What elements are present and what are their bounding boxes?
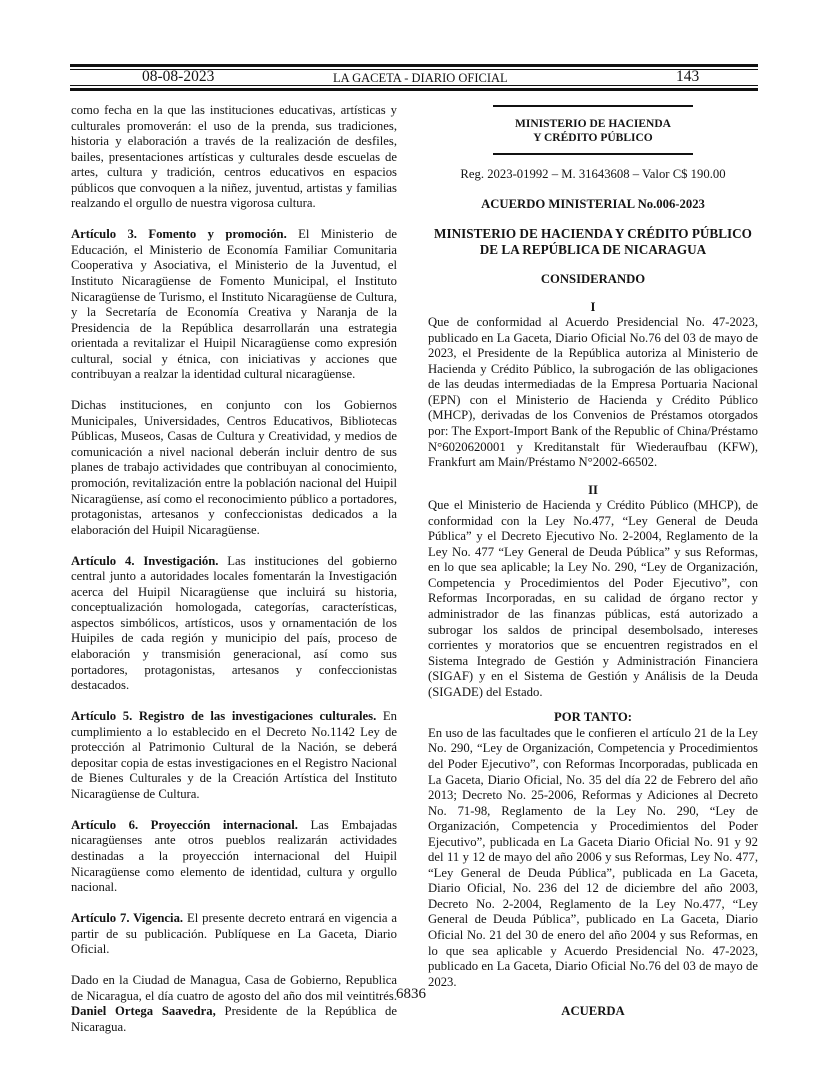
registration-line: Reg. 2023-01992 – M. 31643608 – Valor C$ 190.00	[460, 167, 726, 181]
article-3	[71, 227, 397, 382]
article-7-body: El presente decreto entrará en vigencia a partir de su publicación. Publíquese en La Gaceta, Diario Oficial.	[71, 911, 397, 957]
ministry-title-line-1: MINISTERIO DE HACIENDA Y CRÉDITO PÚBLICO	[434, 226, 752, 242]
ministry-heading-box	[493, 105, 693, 155]
article-4-body: Las instituciones del gobierno central junto a autoridades locales fomentarán la Investigación acerca del Huipil Nicaragüense que incluirá su historia, conceptualización homologada, categorías, características, aspectos simbólicos, artísticos, usos y ornamentación de los Huipiles de cada región y municipio del país, proceso de elaboración y transmisión generacional, así como sus portadores, protagonistas, artesanos y confeccionistas destacados.	[71, 553, 397, 693]
signer-name: Daniel Ortega Saavedra,	[71, 1004, 216, 1019]
section-numeral-1: I	[590, 299, 596, 314]
ministry-heading	[493, 109, 693, 151]
por-tanto-paragraph: En uso de las facultades que le confieren el artículo 21 de la Ley No. 290, “Ley de Organización, Competencia y Procedimientos del Poder Ejecutivo”, con Reformas Incorporadas, publicada en La Gaceta, Diario Oficial, No. 35 del día 22 de Febrero del año 2013; Decreto No. 25-2006, Reformas y Adiciones al Decreto No. 71-98, Reglamento de la Ley No. 290, “Ley de Organización, Competencia y Procedimientos del Poder Ejecutivo”, publicada en La Gaceta Diario Oficial No. 91 y 92 del 11 y 12 de mayo del año 2006 y sus Reformas, Ley No. 477, “Ley General de Deuda Pública”, publicada en La Gaceta, Diario Oficial, No. 236 del 12 de diciembre del año 2003, Decreto No. 2-2004, Reglamento de la Ley No.477, “Ley General de Deuda Pública”, publicado en La Gaceta, Diario Oficial No. 21 del 30 de enero del año 2004 y sus Reformas, en lo que sea aplicable y Acuerdo Presidencial No. 47-2023, publicado en La Gaceta, Diario Oficial No.76 del 03 de mayo de 2023.	[428, 725, 758, 989]
considerando-heading: CONSIDERANDO	[540, 272, 646, 287]
header-rule-top-thick	[70, 64, 758, 67]
article-7-title: Artículo 7. Vigencia.	[71, 911, 184, 926]
ministry-title	[428, 226, 758, 258]
closing-paragraph	[71, 973, 397, 1035]
considerando-paragraph-2: Que el Ministerio de Hacienda y Crédito Público (MHCP), de conformidad con la Ley No.477, “Ley General de Deuda Pública” y el Decreto Ejecutivo No. 2-2004, Reglamento de la Ley No. 477 “Ley General de Deuda Pública” y sus Reformas, en lo que sea aplicable; la Ley No. 290, “Ley de Organización, Competencia y Procedimientos del Poder Ejecutivo”, con Reformas Incorporadas, en su calidad de órgano rector y administrador de las finanzas públicas, está autorizado a subrogar los saldos de principal desembolsado, intereses corrientes y moratorios que se encuentren registrados en el Sistema Integrado de Gestión y Administración Financiera (SIGAF) y en el Sistema de Gestión y Análisis de la Deuda (SIGADE) del Estado.	[428, 498, 758, 699]
article-6	[71, 818, 397, 896]
article-3-body: El Ministerio de Educación, el Ministerio de Economía Familiar Comunitaria Cooperativa y Asociativa, el Ministerio de la Juventud, el Instituto Nicaragüense de Fomento Municipal, el Instituto Nicaragüense de Turismo, el Instituto Nicaragüense de Cultura, y la Secretaría de Economía Creativa y Naranja de la Presidencia de la República desarrollarán una estrategia orientada a revitalizar el Huipil Nicaragüense como expresión cultural, social y étnica, con iniciativas y acciones que contribuyan a realzar la identidad cultural nicaragüense.	[71, 227, 397, 382]
article-6-body: Las Embajadas nicaragüenses ante otros pueblos realizarán actividades destinadas a la proyección internacional del Huipil Nicaragüense como elemento de identidad, cultura y orgullo nacional.	[71, 817, 398, 895]
article-5-title: Artículo 5. Registro de las investigaciones culturales.	[71, 709, 377, 724]
por-tanto-heading: POR TANTO:	[554, 710, 632, 725]
ministry-heading-line-1: MINISTERIO DE HACIENDA	[515, 118, 671, 130]
article-5	[71, 709, 397, 802]
header-page-number: 143	[676, 68, 700, 85]
signer-role: Presidente de la República de Nicaragua.	[71, 1004, 397, 1034]
article-4	[71, 554, 397, 694]
acuerdo-title: ACUERDO MINISTERIAL No.006-2023	[481, 196, 705, 211]
intro-paragraph: como fecha en la que las instituciones educativas, artísticas y culturales promoverán: el uso de la prenda, sus tradiciones, historia y elaboración a través de la realización de desfiles, bailes, presentaciones artísticas y culturales desde escuelas de artes, cultura y tradición, centros educativos en espacios públicos que convoquen a la niñez, juventud, artistas y familias realzando el orgullo de nuestra vigorosa cultura.	[71, 103, 397, 211]
acuerda-heading: ACUERDA	[561, 1004, 625, 1019]
ministry-title-line-2: DE LA REPÚBLICA DE NICARAGUA	[479, 242, 707, 258]
considerando-paragraph-1: Que de conformidad al Acuerdo Presidencial No. 47-2023, publicado en La Gaceta, Diario Oficial No.76 del 03 de mayo de 2023, el Presidente de la República autoriza al Ministerio de Hacienda y Crédito Público, la subrogación de las obligaciones de las deudas intermediadas de la Empresa Portuaria Nacional (EPN) con el Ministerio de Hacienda y Crédito Público (MHCP), derivadas de los Convenios de Préstamos otorgados por: The Export-Import Bank of the Republic of China/Préstamo N°6020620001 y Kreditanstalt für Wiederaufbau (KFW), Frankfurt am Main/Préstamo N°2002-66502.	[428, 315, 758, 470]
ministry-box-rule-top	[493, 105, 693, 107]
header-publication-title: LA GACETA - DIARIO OFICIAL	[333, 71, 508, 85]
ministry-box-rule-bottom	[493, 153, 693, 155]
article-3-paragraph-2: Dichas instituciones, en conjunto con los Gobiernos Municipales, Universidades, Centros Educativos, Bibliotecas Públicas, Museos, Casas de Cultura y Creatividad, y medios de comunicación a nivel nacional deberán incluir dentro de sus planes de trabajo actividades que contribuyan al conocimiento, promoción, revitalización entre la población nacional del Huipil Nicaragüense, así como el reconocimiento público a portadores, protagonistas, artesanos y confeccionistas dedicados a la elaboración del Huipil Nicaragüense.	[71, 398, 397, 537]
article-3-title: Artículo 3. Fomento y promoción.	[71, 227, 287, 242]
header-date: 08-08-2023	[142, 68, 215, 85]
right-column	[428, 103, 758, 1020]
closing-text: Dado en la Ciudad de Managua, Casa de Gobierno, Republica de Nicaragua, el día cuatro de agosto del año dos mil veintitrés.	[71, 973, 397, 1003]
article-5-body: En cumplimiento a lo establecido en el Decreto No.1142 Ley de protección al Patrimonio Cultural de la Nación, se deberá depositar copia de estas investigaciones en el Registro Nacional de Bienes Culturales y de la Creación Artística del Instituto Nicaragüense de Cultura.	[71, 709, 397, 801]
left-column	[71, 103, 397, 1035]
section-numeral-2: II	[588, 482, 598, 497]
ministry-heading-line-2: Y CRÉDITO PÚBLICO	[533, 132, 653, 144]
article-6-title: Artículo 6. Proyección internacional.	[71, 817, 298, 832]
article-7	[71, 911, 397, 958]
header-rule-bottom-thick	[70, 88, 758, 91]
footer-page-number: 6836	[396, 986, 426, 1002]
article-4-title: Artículo 4. Investigación.	[71, 553, 219, 568]
header-rule-bottom-thin	[70, 85, 758, 86]
